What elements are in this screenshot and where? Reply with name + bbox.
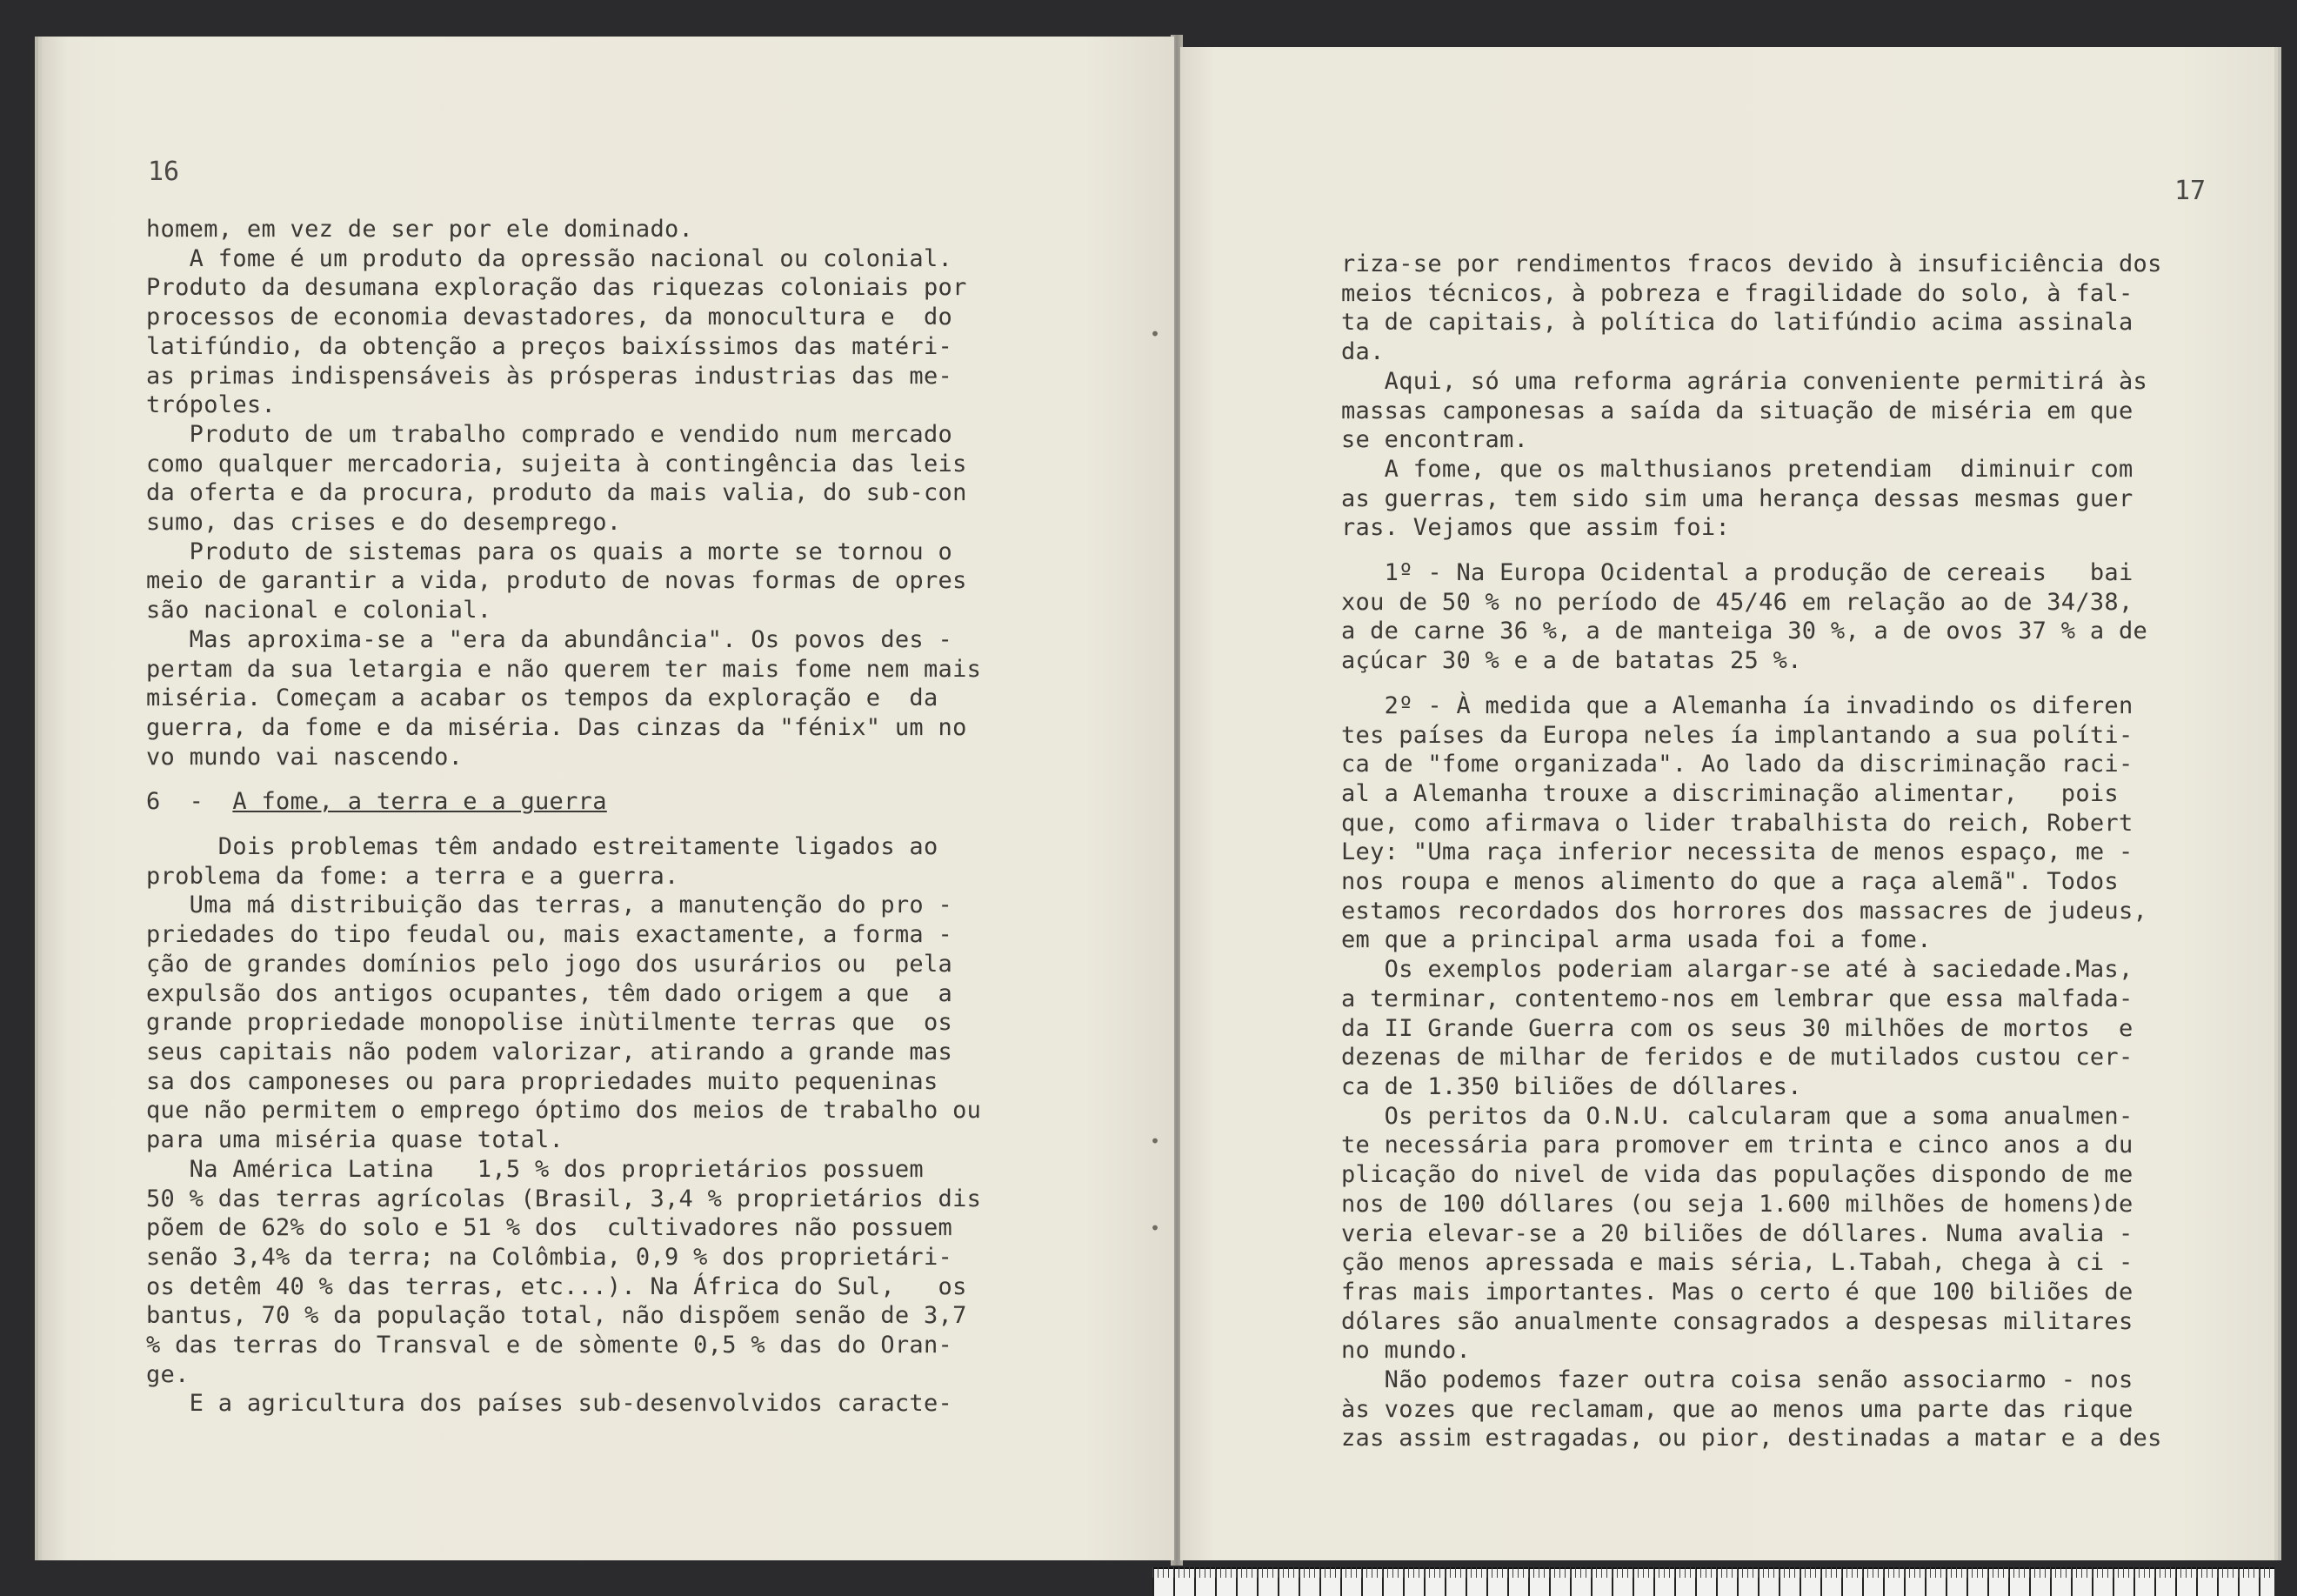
text-line: meio de garantir a vida, produto de novas formas de opres: [146, 567, 967, 595]
text-line: ção menos apressada e mais séria, L.Tabah, chega à ci -: [1341, 1249, 2133, 1277]
text-line: Produto de sistemas para os quais a morte se tornou o: [146, 538, 953, 565]
text-line: grande propriedade monopolise inùtilmente terras que os: [146, 1009, 953, 1037]
text-line: xou de 50 % no período de 45/46 em relação ao de 34/38,: [1341, 588, 2133, 616]
staple-mark: •: [1150, 1218, 1161, 1239]
text-line: nos de 100 dóllares (ou seja 1.600 milhões de homens)de: [1341, 1190, 2133, 1218]
text-line: Aqui, só uma reforma agrária conveniente permitirá às: [1341, 367, 2148, 395]
text-line: no mundo.: [1341, 1337, 1471, 1365]
text-line: sumo, das crises e do desemprego.: [146, 509, 622, 537]
text-line: pertam da sua letargia e não querem ter mais fome nem mais: [146, 655, 982, 683]
text-line: como qualquer mercadoria, sujeita à contingência das leis: [146, 450, 967, 477]
text-line: tes países da Europa neles ía implantando a sua políti-: [1341, 721, 2133, 749]
text-line: 2º - À medida que a Alemanha ía invadindo os diferen: [1341, 691, 2133, 719]
text-line: Produto da desumana exploração das riquezas coloniais por: [146, 274, 967, 302]
text-line: meios técnicos, à pobreza e fragilidade do solo, à fal-: [1341, 279, 2133, 307]
text-line: riza-se por rendimentos fracos devido à insuficiência dos: [1341, 250, 2162, 277]
right-page-text: [1341, 250, 2228, 1453]
section-number: 6 -: [146, 788, 233, 816]
staple-mark: •: [1150, 324, 1161, 344]
text-line: E a agricultura dos países sub-desenvolvidos caracte-: [146, 1390, 953, 1418]
text-line: trópoles.: [146, 391, 276, 419]
text-line: miséria. Começam a acabar os tempos da exploração e da: [146, 684, 938, 712]
text-line: guerra, da fome e da miséria. Das cinzas da "fénix" um no: [146, 713, 967, 741]
text-line: zas assim estragadas, ou pior, destinadas a matar e a des: [1341, 1425, 2162, 1452]
left-page-text: [146, 215, 1051, 1419]
text-line: Ley: "Uma raça inferior necessita de menos espaço, me -: [1341, 838, 2133, 866]
text-line: dezenas de milhar de feridos e de mutilados custou cer-: [1341, 1044, 2133, 1072]
text-line: expulsão dos antigos ocupantes, têm dado origem a que a: [146, 979, 953, 1007]
text-line: ca de 1.350 biliões de dóllares.: [1341, 1072, 1802, 1100]
text-line: sa dos camponeses ou para propriedades muito pequeninas: [146, 1067, 938, 1095]
text-line: para uma miséria quase total.: [146, 1126, 564, 1154]
text-line: açúcar 30 % e a de batatas 25 %.: [1341, 647, 1802, 675]
text-line: ras. Vejamos que assim foi:: [1341, 514, 1730, 542]
text-line: estamos recordados dos horrores dos massacres de judeus,: [1341, 897, 2148, 925]
text-line: se encontram.: [1341, 426, 1529, 454]
text-line: % das terras do Transval e de sòmente 0,5 % das do Oran-: [146, 1332, 953, 1359]
text-line: fras mais importantes. Mas o certo é que 100 biliões de: [1341, 1278, 2133, 1306]
text-line: plicação do nivel de vida das populações dispondo de me: [1341, 1161, 2133, 1189]
text-line: problema da fome: a terra e a guerra.: [146, 862, 679, 890]
text-line: bantus, 70 % da população total, não dispõem senão de 3,7: [146, 1302, 967, 1330]
text-line: da II Grande Guerra com os seus 30 milhões de mortos e: [1341, 1014, 2133, 1042]
text-line: ca de "fome organizada". Ao lado da discriminação raci-: [1341, 751, 2133, 778]
text-line: te necessária para promover em trinta e cinco anos a du: [1341, 1132, 2133, 1159]
text-line: nos roupa e menos alimento do que a raça alemã". Todos: [1341, 868, 2119, 896]
text-line: Produto de um trabalho comprado e vendido num mercado: [146, 420, 953, 448]
text-line: que não permitem o emprego óptimo dos meios de trabalho ou: [146, 1097, 982, 1125]
text-line: são nacional e colonial.: [146, 597, 492, 624]
text-line: A fome, que os malthusianos pretendiam diminuir com: [1341, 455, 2133, 483]
text-line: dólares são anualmente consagrados a despesas militares: [1341, 1307, 2133, 1335]
section-title: A fome, a terra e a guerra: [232, 788, 607, 816]
text-line: ta de capitais, à política do latifúndio acima assinala: [1341, 309, 2133, 337]
text-line: senão 3,4% da terra; na Colômbia, 0,9 % dos proprietári-: [146, 1243, 953, 1271]
text-line: que, como afirmava o lider trabalhista do reich, Robert: [1341, 809, 2133, 837]
text-line: as primas indispensáveis às prósperas industrias das me-: [146, 362, 953, 390]
text-line: põem de 62% do solo e 51 % dos cultivadores não possuem: [146, 1214, 953, 1242]
text-line: os detêm 40 % das terras, etc...). Na África do Sul, os: [146, 1272, 967, 1300]
text-line: veria elevar-se a 20 biliões de dóllares. Numa avalia -: [1341, 1219, 2133, 1247]
text-line: massas camponesas a saída da situação de miséria em que: [1341, 397, 2133, 424]
text-line: Não podemos fazer outra coisa senão associarmo - nos: [1341, 1366, 2133, 1394]
section-heading: [146, 787, 1051, 817]
text-line: da oferta e da procura, produto da mais valia, do sub-con: [146, 479, 967, 507]
page-number-left: 16: [148, 157, 180, 187]
ruler-ticks: [1152, 1567, 2274, 1578]
text-line: seus capitais não podem valorizar, atirando a grande mas: [146, 1038, 953, 1065]
text-line: ção de grandes domínios pelo jogo dos usurários ou pela: [146, 950, 953, 978]
text-line: Na América Latina 1,5 % dos proprietários possuem: [146, 1155, 924, 1183]
text-line: vo mundo vai nascendo.: [146, 743, 464, 771]
text-line: às vozes que reclamam, que ao menos uma parte das rique: [1341, 1395, 2133, 1423]
text-line: homem, em vez de ser por ele dominado.: [146, 216, 694, 243]
text-line: as guerras, tem sido sim uma herança dessas mesmas guer: [1341, 484, 2133, 512]
text-line: em que a principal arma usada foi a fome.: [1341, 926, 1932, 954]
text-line: 1º - Na Europa Ocidental a produção de cereais bai: [1341, 559, 2133, 587]
text-line: Os exemplos poderiam alargar-se até à saciedade.Mas,: [1341, 956, 2133, 984]
staple-mark: •: [1150, 1131, 1161, 1152]
text-line: Dois problemas têm andado estreitamente ligados ao: [146, 833, 938, 861]
page-number-right: 17: [2174, 176, 2207, 206]
text-line: ge.: [146, 1360, 190, 1388]
text-line: Os peritos da O.N.U. calcularam que a soma anualmen-: [1341, 1102, 2133, 1130]
text-line: da.: [1341, 338, 1385, 366]
text-line: priedades do tipo feudal ou, mais exactamente, a forma -: [146, 921, 953, 949]
text-line: a de carne 36 %, a de manteiga 30 %, a de ovos 37 % a de: [1341, 618, 2148, 645]
text-line: Uma má distribuição das terras, a manutenção do pro -: [146, 891, 953, 919]
text-line: processos de economia devastadores, da monocultura e do: [146, 304, 953, 331]
text-line: A fome é um produto da opressão nacional ou colonial.: [146, 244, 953, 272]
text-line: 50 % das terras agrícolas (Brasil, 3,4 % proprietários dis: [146, 1185, 982, 1212]
text-line: latifúndio, da obtenção a preços baixíssimos das matéri-: [146, 332, 953, 360]
text-line: a terminar, contentemo-nos em lembrar que essa malfada-: [1341, 985, 2133, 1012]
text-line: al a Alemanha trouxe a discriminação alimentar, pois: [1341, 779, 2119, 807]
text-line: Mas aproxima-se a "era da abundância". Os povos des -: [146, 625, 953, 653]
